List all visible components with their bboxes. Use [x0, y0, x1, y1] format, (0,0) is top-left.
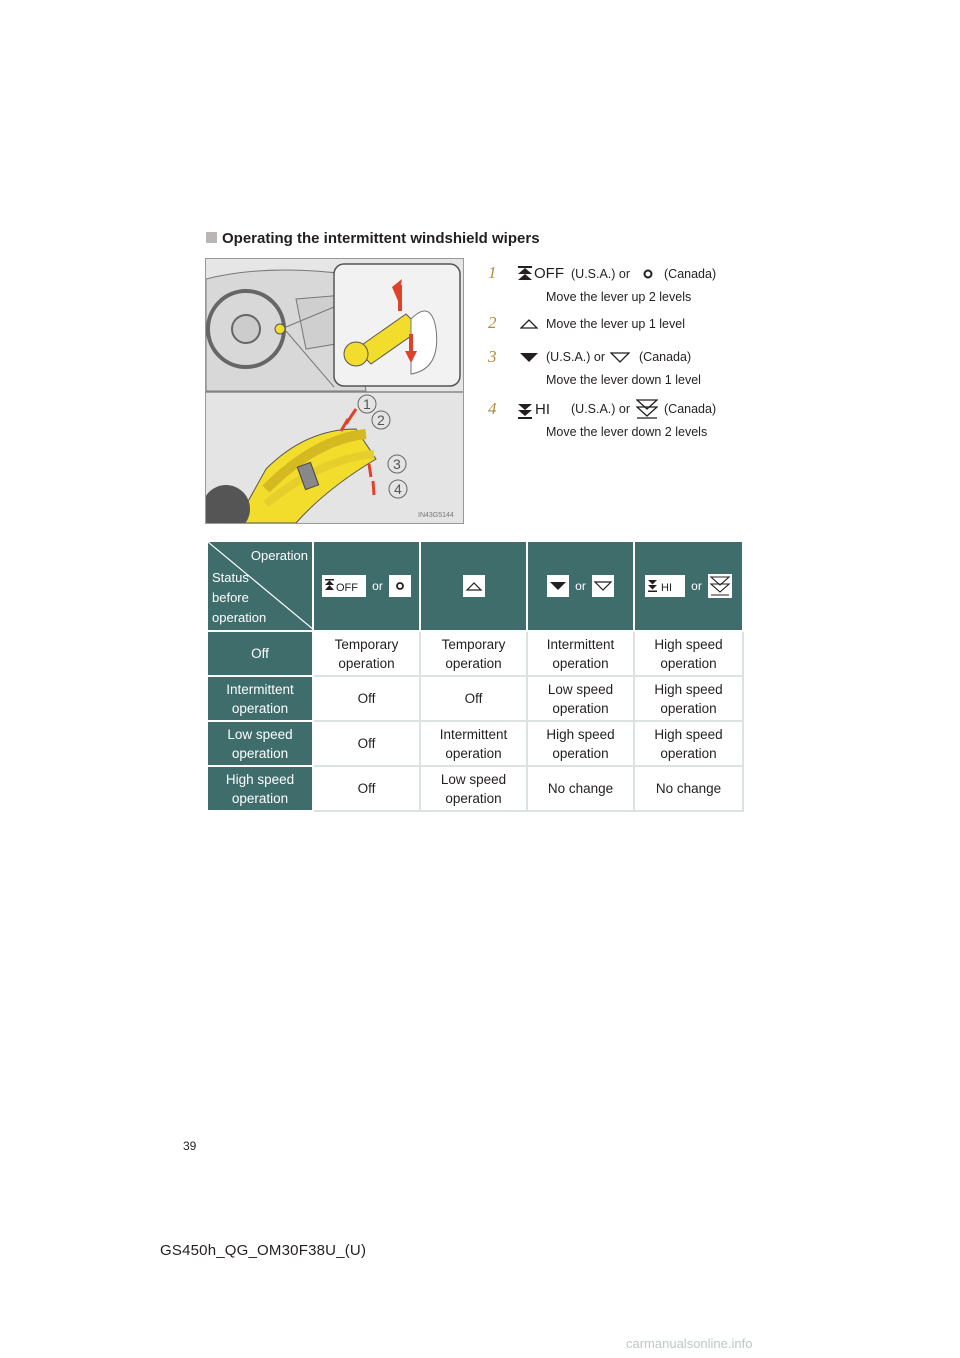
double-down-arrow-icon — [518, 403, 532, 419]
wiper-lever-illustration — [205, 258, 464, 524]
step-3-canada: (Canada) — [639, 350, 692, 364]
row-status: Off — [207, 631, 313, 676]
table-cell: High speed operation — [634, 676, 743, 721]
svg-text:3: 3 — [393, 456, 401, 472]
circle-off-icon — [643, 269, 653, 279]
heading-square-icon — [206, 232, 217, 243]
watermark: carmanualsonline.info — [626, 1336, 753, 1351]
circle-off-icon — [389, 575, 411, 597]
table-cell: Intermittent operation — [527, 631, 634, 676]
step-4 — [488, 399, 728, 443]
step-number: 3 — [488, 347, 497, 366]
table-cell: High speed operation — [634, 631, 743, 676]
step-4-description: Move the lever down 2 levels — [546, 425, 708, 439]
table-cell: No change — [527, 766, 634, 811]
up-chevron-outline-icon — [520, 319, 538, 329]
table-row — [207, 721, 743, 766]
down-triangle-filled-icon — [547, 575, 569, 597]
table-cell: High speed operation — [527, 721, 634, 766]
step-1-description: Move the lever up 2 levels — [546, 290, 692, 304]
page-number: 39 — [183, 1139, 197, 1153]
wiper-lever-drawing — [206, 259, 463, 523]
svg-text:2: 2 — [377, 412, 385, 428]
wiper-operation-table — [206, 540, 744, 812]
down-triangle-outline-icon — [592, 575, 614, 597]
off-symbol-icon — [322, 575, 366, 597]
step-1 — [488, 263, 728, 313]
step-1-canada: (Canada) — [664, 267, 717, 281]
row-status: Low speed operation — [207, 721, 313, 766]
section-heading — [206, 230, 540, 247]
header-down-2-levels — [634, 541, 743, 631]
table-cell: Off — [420, 676, 527, 721]
header-up-1-level — [420, 541, 527, 631]
illustration-code: IN43G5144 — [418, 512, 454, 519]
svg-text:4: 4 — [394, 481, 402, 497]
row-status: High speed operation — [207, 766, 313, 811]
table-cell: No change — [634, 766, 743, 811]
svg-text:1: 1 — [363, 396, 371, 412]
step-number: 1 — [488, 263, 497, 282]
step-number: 2 — [488, 313, 497, 332]
table-cell: Off — [313, 721, 420, 766]
step-3-description: Move the lever down 1 level — [546, 373, 701, 387]
table-cell: Temporary operation — [420, 631, 527, 676]
corner-header-cell — [207, 541, 313, 631]
table-cell: Off — [313, 676, 420, 721]
step-4-canada: (Canada) — [664, 402, 717, 416]
double-down-outline-icon — [636, 399, 658, 419]
table-cell: Low speed operation — [527, 676, 634, 721]
step-3-usa: (U.S.A.) or — [546, 350, 606, 364]
or-label: or — [575, 578, 586, 593]
operation-label: Operation — [250, 548, 308, 563]
table-cell: High speed operation — [634, 721, 743, 766]
table-row — [207, 676, 743, 721]
step-number: 4 — [488, 399, 497, 418]
table-cell: Temporary operation — [313, 631, 420, 676]
header-down-1-level — [527, 541, 634, 631]
table-cell: Intermittent operation — [420, 721, 527, 766]
down-triangle-filled-icon — [520, 352, 538, 362]
double-down-outline-icon — [708, 574, 732, 598]
double-up-arrow-icon — [518, 266, 532, 282]
section-title: Operating the intermittent windshield wipers — [222, 230, 540, 247]
off-icon-text: OFF — [534, 265, 564, 282]
svg-text:HI: HI — [661, 582, 673, 594]
or-label: or — [691, 578, 702, 593]
or-label: or — [372, 578, 383, 593]
hi-icon-text: HI — [535, 401, 550, 418]
table-row — [207, 631, 743, 676]
header-up-2-levels — [313, 541, 420, 631]
table-cell: Low speed operation — [420, 766, 527, 811]
hi-symbol-icon — [645, 575, 685, 597]
table-header-row — [207, 541, 743, 631]
step-3 — [488, 347, 728, 391]
down-triangle-outline-icon — [610, 352, 630, 363]
status-label: Status before operation — [212, 570, 267, 625]
document-code: GS450h_QG_OM30F38U_(U) — [160, 1242, 367, 1259]
row-status: Intermittent operation — [207, 676, 313, 721]
up-chevron-outline-icon — [463, 575, 485, 597]
table-cell: Off — [313, 766, 420, 811]
step-4-usa: (U.S.A.) or — [571, 402, 631, 416]
step-2-description: Move the lever up 1 level — [546, 317, 685, 331]
svg-text:OFF: OFF — [336, 582, 359, 594]
table-row — [207, 766, 743, 811]
step-2 — [488, 313, 728, 337]
step-1-usa: (U.S.A.) or — [571, 267, 631, 281]
